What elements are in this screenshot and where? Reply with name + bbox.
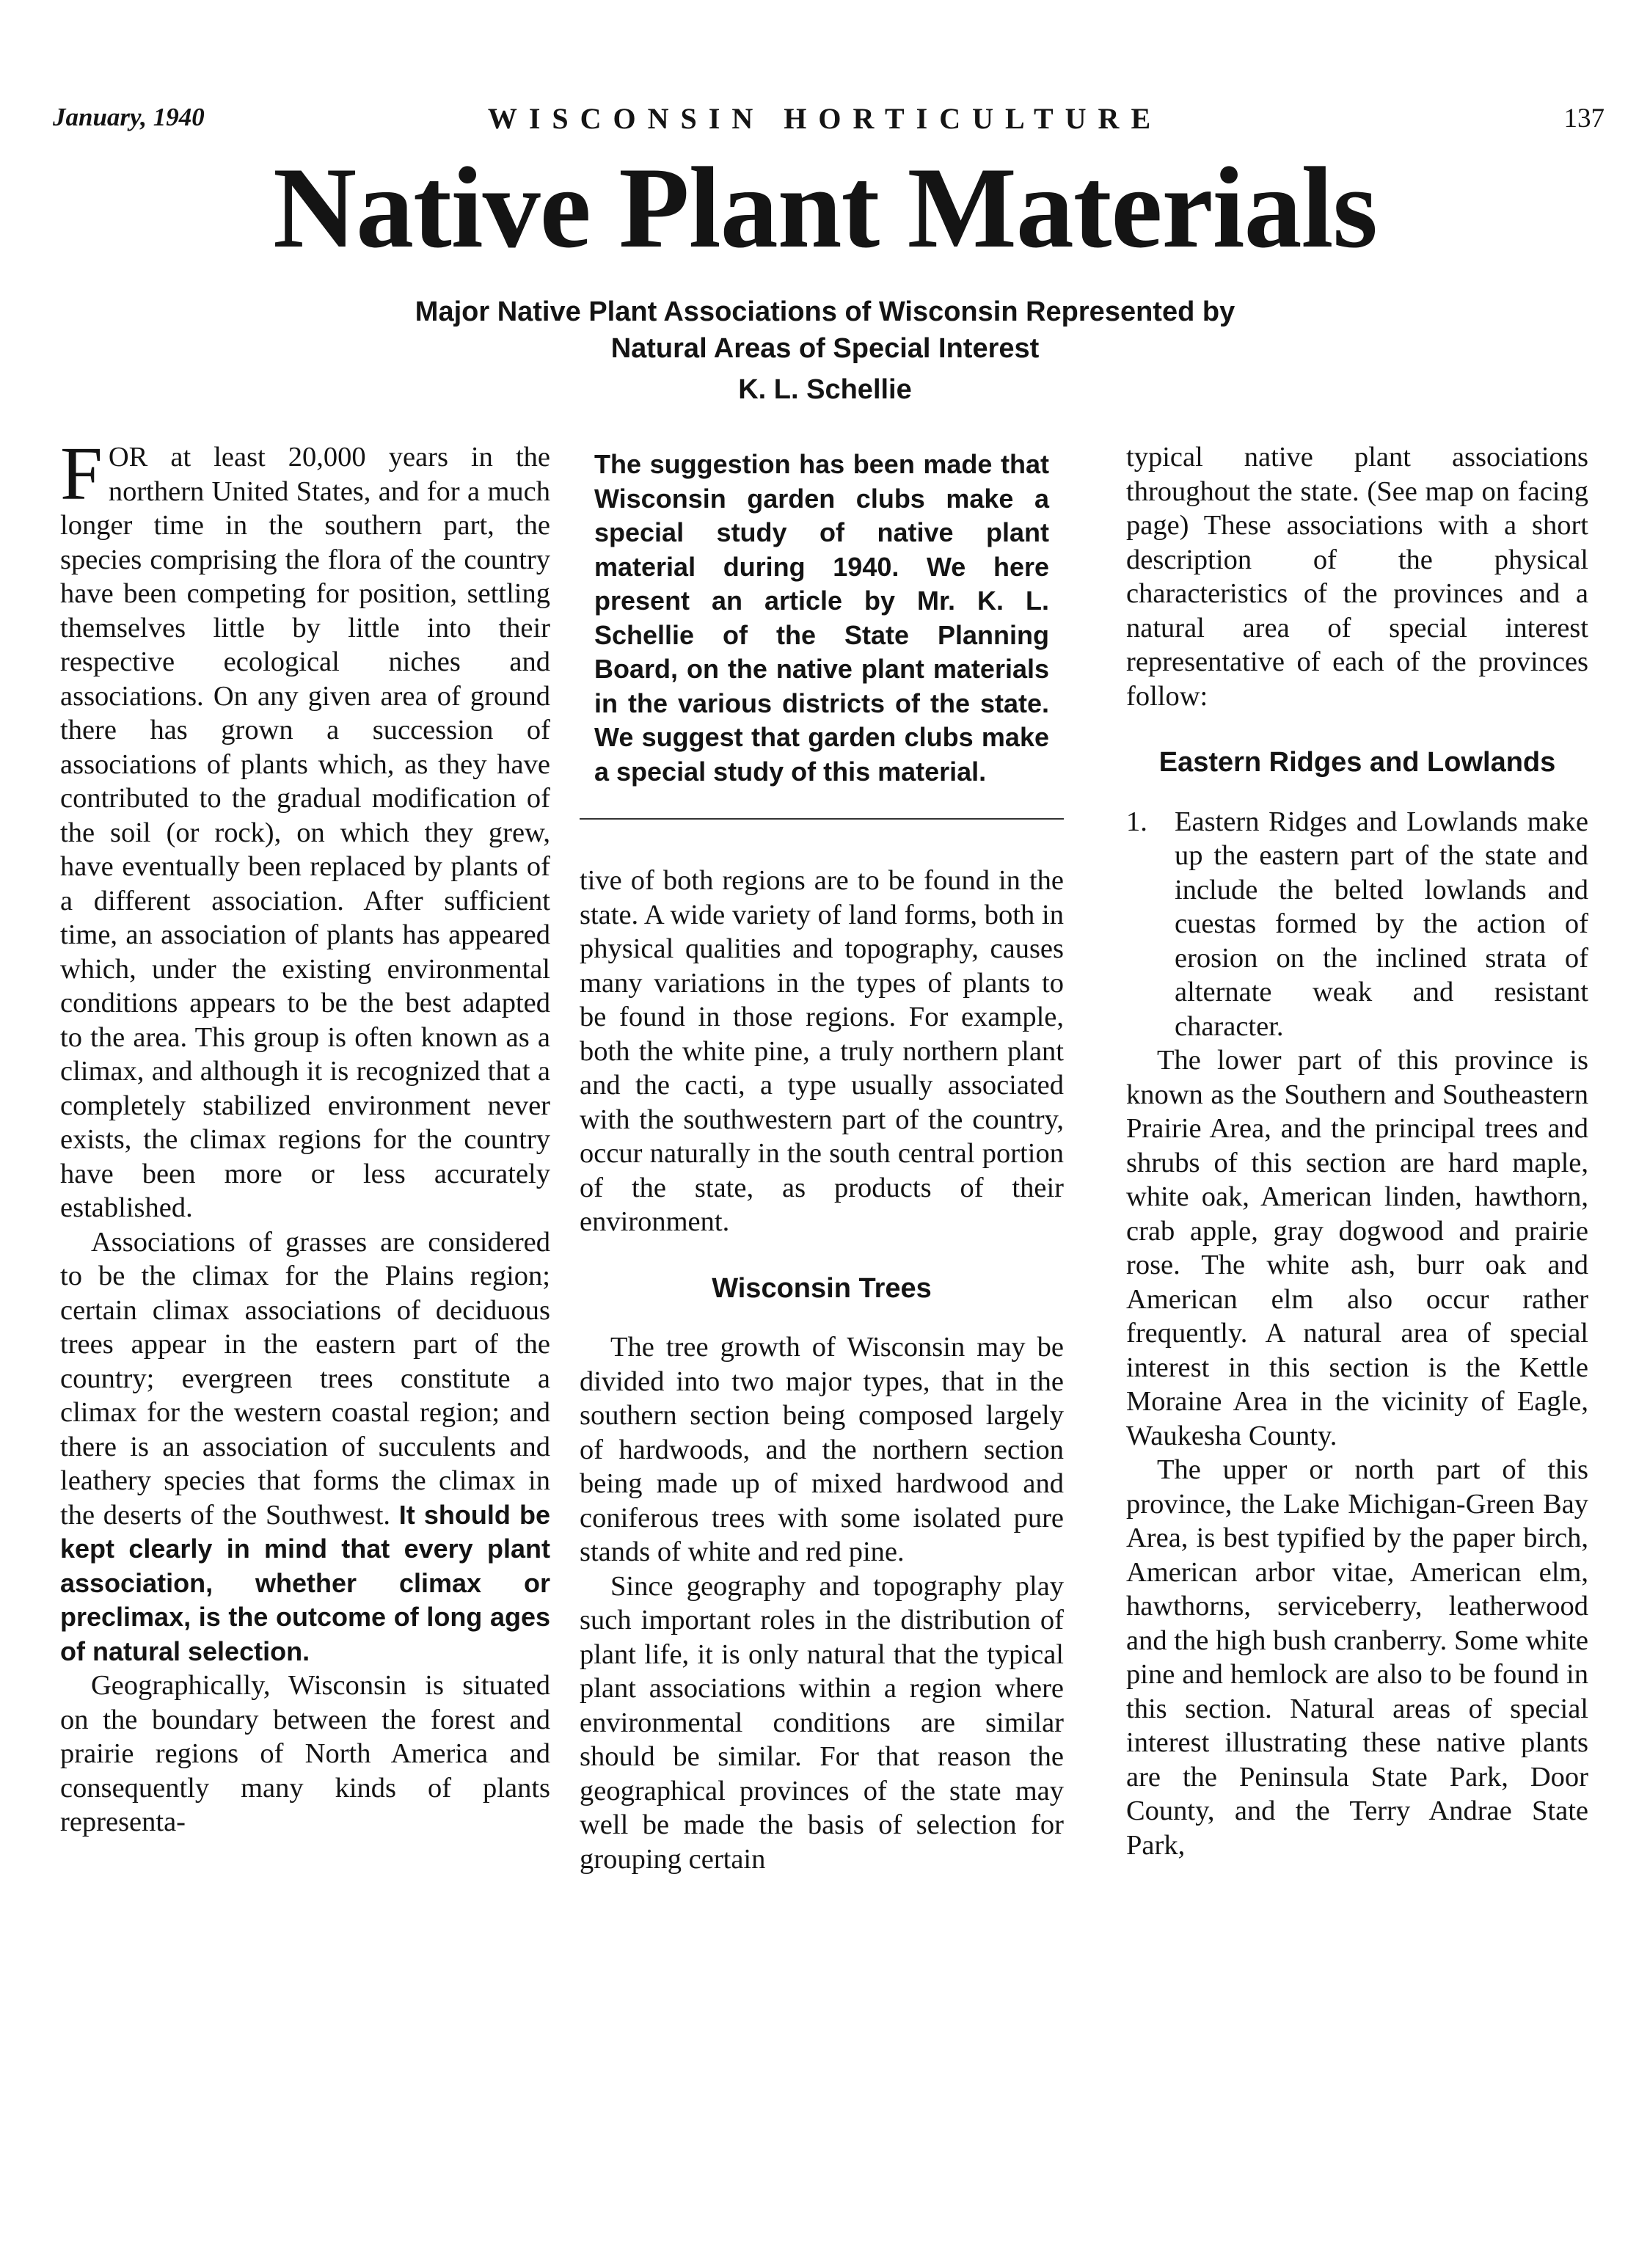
article-title: Native Plant Materials: [273, 144, 1377, 272]
article-subtitle: [0, 293, 1650, 367]
paragraph-tree-growth: The tree growth of Wisconsin may be divided into two major types, that in the southern section being composed largely of hardwoods, and the northern section being made up of mixed hardwood and coniferous trees with some isolated pure stands of white and red pine.: [580, 1332, 1064, 1567]
item-text: Eastern Ridges and Lowlands make up the eastern part of the state and include the belted lowlands and cuestas formed by the action of erosion on the inclined strata of alternate weak and resistant character.: [1175, 806, 1588, 1042]
running-head: [0, 103, 1650, 147]
emphasis-text: It should be kept clearly in mind that every plant association, whether climax or preclimax, is the outcome of long ages of natural selection.: [60, 1499, 550, 1666]
divider-rule: [580, 818, 1064, 820]
item-number: 1.: [1126, 806, 1147, 837]
numbered-item-1: [1126, 805, 1588, 1044]
heading-eastern-ridges: Eastern Ridges and Lowlands: [1158, 747, 1556, 778]
column-1: [60, 431, 550, 1839]
author-byline: K. L. Schellie: [738, 374, 912, 405]
heading-wisconsin-trees: Wisconsin Trees: [712, 1272, 932, 1304]
associations-text: Associations of grasses are considered to be the climax for the Plains region; certain climax associations of deciduous trees appear in the eastern part of the country; evergreen trees constitute a climax for the western coastal region; and there is an association of succulents and leathery species that forms the climax in the deserts of the Southwest.: [60, 1226, 550, 1531]
paragraph-intro: [60, 431, 550, 1225]
subtitle-line-1: Major Native Plant Associations of Wisconsin Represented by: [415, 296, 1235, 327]
paragraph-geography: Geographically, Wisconsin is situated on the boundary between the forest and prairie regions of North America and consequently many kinds of plants representa-: [60, 1670, 550, 1837]
column-3: [1126, 440, 1588, 1862]
paragraph-associations-continued: typical native plant associations throughout the state. (See map on facing page) These associations with a short description of the physical characteristics of the provinces and a natural area of special interest representative of each of the provinces follow:: [1126, 442, 1588, 712]
column-2: [580, 440, 1064, 1876]
paragraph-associations: [60, 1225, 550, 1669]
editor-note: The suggestion has been made that Wisconsin garden clubs make a special study of native plant material during 1940. We here present an article by Mr. K. L. Schellie of the State Planning Board, on the native plant materials in the various districts of the state. We suggest that garden clubs make a special study of this material.: [594, 449, 1049, 787]
paragraph-upper-province: The upper or north part of this province, the Lake Michigan-Green Bay Area, is best typified by the paper birch, American arbor vitae, American elm, hawthorns, serviceberry, leatherwood and the high bush cranberry. Some white pine and hemlock are also to be found in this section. Natural areas of special interest illustrating these native plants are the Peninsula State Park, Door County, and the Terry Andrae State Park,: [1126, 1454, 1588, 1861]
paragraph-lower-province: The lower part of this province is known as the Southern and Southeastern Prairie Area, and the principal trees and shrubs of this section are hard maple, white oak, American linden, hawthorn, crab apple, gray dogwood and prairie rose. The white ash, burr oak and American elm also occur rather frequently. A natural area of special interest in this section is the Kettle Moraine Area in the vicinity of Eagle, Waukesha County.: [1126, 1045, 1588, 1451]
paragraph-continued: tive of both regions are to be found in the state. A wide variety of land forms, both in physical qualities and topography, causes many variations in the types of plants to be found in those regions. For example, both the white pine, a truly northern plant and the cacti, a type usually associated with the southwestern part of the country, occur naturally in the south central portion of the state, as products of their environment.: [580, 865, 1064, 1237]
intro-text: OR at least 20,000 years in the northern United States, and for a much longer time in the southern part, the species comprising the flora of the country have been competing for position, settling themselves little by little into their respective ecological niches and associations. On any given area of ground there has grown a succession of associations of plants which, as they have contributed to the gradual modification of the soil (or rock), on which they grew, have eventually been replaced by plants of a different association. After sufficient time, an association of plants has appeared which, under the existing environmental conditions appears to be the best adapted to the area. This group is often known as a climax, and although it is recognized that a completely stabilized environment never exists, the climax regions for the country have been more or less accurately established.: [60, 442, 550, 1223]
page-number: 137: [1563, 103, 1605, 134]
subtitle-line-2: Natural Areas of Special Interest: [610, 333, 1040, 364]
publication-title: WISCONSIN HORTICULTURE: [487, 102, 1163, 135]
paragraph-geography-topography: Since geography and topography play such important roles in the distribution of plant life, it is only natural that the typical plant associations within a region where environmental conditions are similar should be similar. For that reason the geographical provinces of the state may well be made the basis of selection for grouping certain: [580, 1570, 1064, 1875]
issue-date: January, 1940: [53, 103, 205, 131]
drop-cap: F: [60, 431, 103, 516]
